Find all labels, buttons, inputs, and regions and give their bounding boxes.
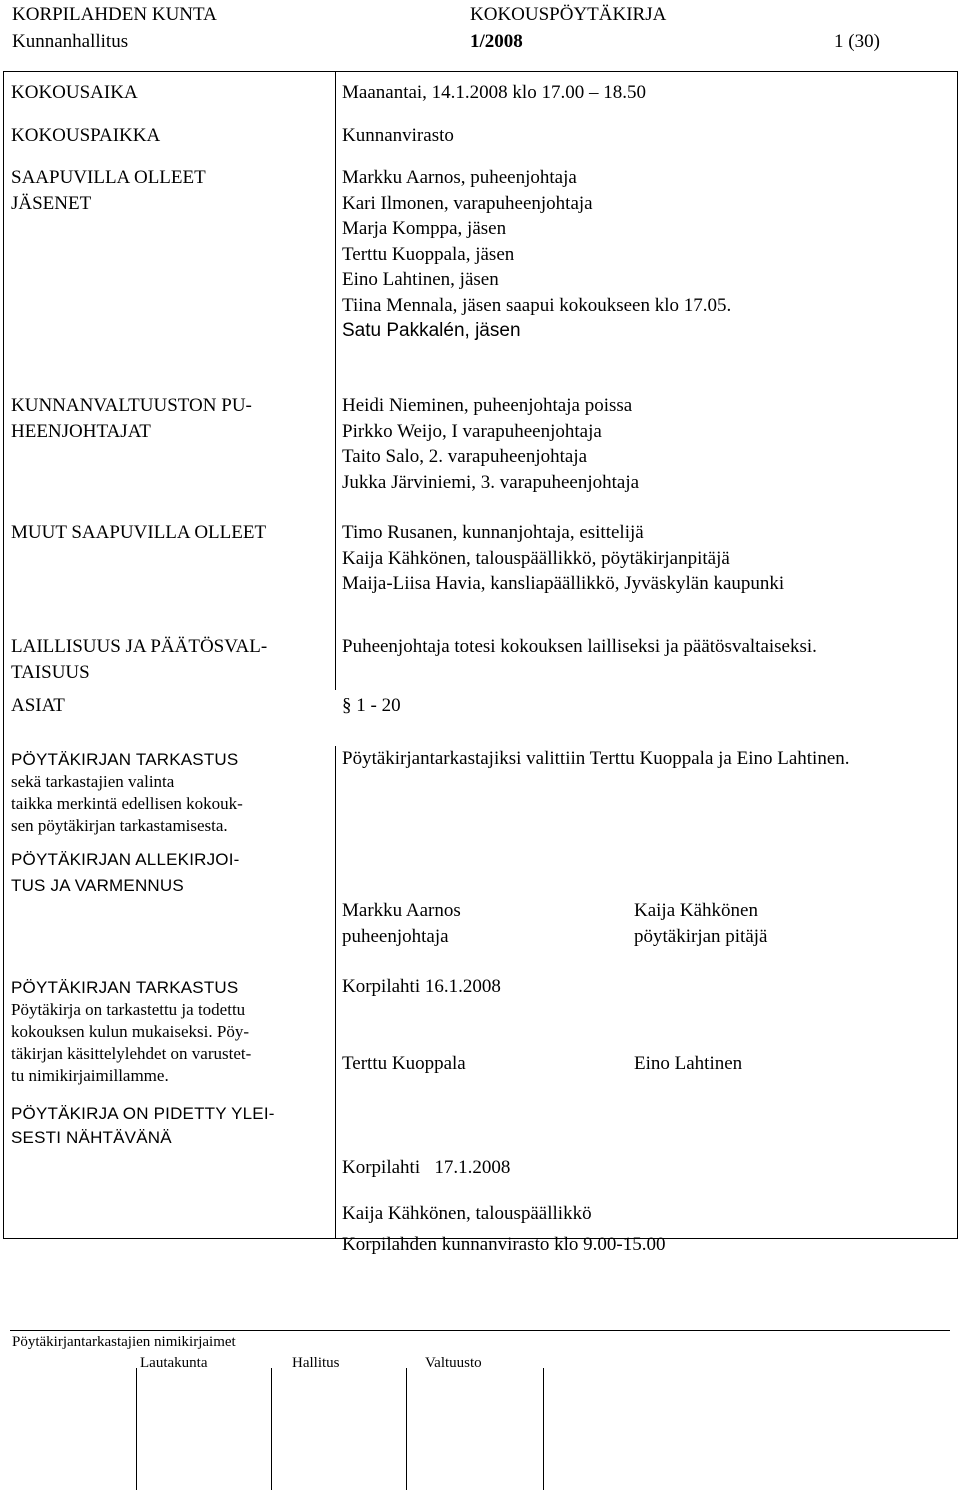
secretary-signature: Kaija Kähkönen pöytäkirjan pitäjä (634, 900, 768, 947)
others-list (342, 520, 784, 597)
label-meeting-place: KOKOUSPAIKKA (11, 125, 161, 146)
inspector-1: Terttu Kuoppala (342, 1053, 466, 1074)
initials-col-council: Valtuusto (425, 1355, 482, 1371)
label-inspection: PÖYTÄKIRJAN TARKASTUS sekä tarkastajien valinta taikka merkintä edellisen kokouk- sen pöytäkirjan tarkastamisesta. (11, 750, 243, 835)
other-item: Timo Rusanen, kunnanjohtaja, esittelijä (342, 522, 644, 543)
other-item: Maija-Liisa Havia, kansliapäällikkö, Jyväskylän kaupunki (342, 573, 785, 594)
other-item: Kaija Kähkönen, talouspäällikkö, pöytäkirjanpitäjä (342, 547, 730, 569)
initials-col-board: Lautakunta (140, 1355, 208, 1371)
member-item: Markku Aarnos, puheenjohtaja (342, 167, 577, 188)
label-council-chairs: KUNNANVALTUUSTON PU- HEENJOHTAJAT (11, 395, 252, 442)
member-item: Eino Lahtinen, jäsen (342, 269, 499, 290)
label-meeting-time: KOKOUSAIKA (11, 82, 138, 103)
municipality-name: KORPILAHDEN KUNTA (12, 4, 217, 25)
chair-item: Jukka Järviniemi, 3. varapuheenjohtaja (342, 471, 640, 493)
member-item: Kari Ilmonen, varapuheenjohtaja (342, 192, 593, 214)
public-display-info: Korpilahti 17.1.2008 Korpilahden kunnanvirasto klo 9.00-15.00 (342, 1157, 666, 1255)
initials-divider (543, 1368, 544, 1490)
checked-place-date: Korpilahti 16.1.2008 (342, 976, 501, 997)
document-type: KOKOUSPÖYTÄKIRJA (470, 4, 667, 25)
member-item: Satu Pakkalén, jäsen (342, 320, 521, 341)
chair-item: Pirkko Weijo, I varapuheenjohtaja (342, 420, 602, 442)
legality-value: Puheenjohtaja totesi kokouksen lailliseksi ja päätösvaltaiseksi. (342, 636, 817, 657)
inspection-value: Pöytäkirjantarkastajiksi valittiin Terttu Kuoppala ja Eino Lahtinen. (342, 748, 850, 769)
meeting-time-value: Maanantai, 14.1.2008 klo 17.00 – 18.50 (342, 82, 646, 103)
initials-title: Pöytäkirjantarkastajien nimikirjaimet (12, 1334, 236, 1350)
meeting-place-value: Kunnanvirasto (342, 125, 454, 146)
footer-rule (10, 1330, 950, 1331)
member-item: Marja Komppa, jäsen (342, 218, 507, 239)
member-item: Terttu Kuoppala, jäsen (342, 243, 515, 265)
label-members-present: SAAPUVILLA OLLEET JÄSENET (11, 167, 206, 214)
label-signature: PÖYTÄKIRJAN ALLEKIRJOI- TUS JA VARMENNUS (11, 850, 240, 895)
chair-item: Taito Salo, 2. varapuheenjohtaja (342, 446, 588, 467)
inspector-2: Eino Lahtinen (634, 1053, 743, 1074)
chair-item: Heidi Nieminen, puheenjohtaja poissa (342, 395, 633, 416)
label-legality: LAILLISUUS JA PÄÄTÖSVAL- TAISUUS (11, 636, 268, 683)
member-item: Tiina Mennala, jäsen saapui kokoukseen klo 17.05. (342, 294, 732, 316)
minutes-table (3, 71, 958, 1255)
members-list (342, 165, 731, 344)
document-number: 1/2008 (470, 31, 523, 52)
initials-col-government: Hallitus (292, 1355, 340, 1371)
label-others-present: MUUT SAAPUVILLA OLLEET (11, 522, 267, 543)
label-public-display: PÖYTÄKIRJA ON PIDETTY YLEI- SESTI NÄHTÄVÄNÄ (11, 1104, 275, 1147)
page-number: 1 (30) (834, 31, 880, 52)
initials-divider (136, 1368, 137, 1490)
initials-divider (406, 1368, 407, 1490)
items-value: § 1 - 20 (342, 695, 401, 716)
council-chairs-list (342, 393, 639, 495)
initials-divider (271, 1368, 272, 1490)
column-divider (335, 72, 336, 1238)
public-display-signer: Kaija Kähkönen, talouspäällikkö (342, 1203, 592, 1224)
label-items: ASIAT (11, 695, 65, 716)
board-name: Kunnanhallitus (12, 31, 129, 52)
label-minutes-checked: PÖYTÄKIRJAN TARKASTUS Pöytäkirja on tarkastettu ja todettu kokouksen kulun mukaiseksi. Pöy- täkirjan käsittelylehdet on varustet- tu nimikirjaimillamme. (11, 978, 252, 1085)
chair-signature: Markku Aarnos puheenjohtaja (342, 900, 461, 947)
